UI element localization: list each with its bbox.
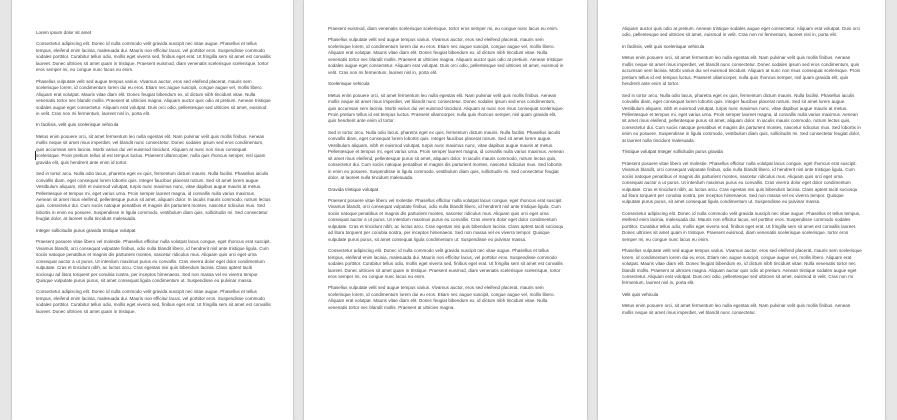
paragraph: Consectetur adipiscing elit. Donec id nulla commodo velit gravida suscipit nec vitae augue. Phasellus et tellus tempus, eleifend enim lacinia, malesuada dui. Mauris non efficitur lacus, vel porttitor eros. Suspendisse commodo sodales porttitor. Curabitur tellus odio, mollis eget viverra sed, finibus eget erat. Ut fringilla sem sit amet est convallis laoreet. Donec ultricies sit amet quam in tristique. Praesent euismod, diam venenatis scelerisque scelerisque, tortor eros semper mi, eu congue nunc lacus eu enim. — [622, 210, 861, 242]
paragraph-heading: Gravida tristique volutpat — [328, 186, 379, 192]
paragraph: Metus enim posuere orci, sit amet fermentum leo nulla egestas elit. Nam pulvinar velit quis mollis finibus. Aenean mollis neque sit amet risus imperdiet, vel blandit nunc consectetur. Donec sodales ipsum sed eros condimentum, quis accumsan sem lacinia. Morbi varius dui vel euismod tincidunt. Aliquam at nunc non risus consequat scelerisque. Proin pretium tellus id est tempus luctus. Praesent ullamcorper, nulla quis rhoncus semper, nisl quam gravida elit, quis hendrerit ante enim id tortor. — [622, 55, 861, 87]
paragraph-heading: Scelerisque vehicula — [328, 81, 370, 87]
paragraph: Consectetur adipiscing elit. Donec id nulla commodo velit gravida suscipit nec vitae augue. Phasellus et tellus tempus, eleifend enim lacinia, malesuada dui. Mauris non efficitur lacus, vel porttitor eros. Suspendisse commodo sodales porttitor. Curabitur tellus odio, mollis eget viverra sed, finibus eget erat. Ut fringilla sem sit amet est convallis laoreet. Donec ultricies sit amet quam in tristique. Praesent euismod, diam venenatis scelerisque scelerisque, tortor eros semper mi, eu congue nunc lacus eu enim. — [36, 41, 271, 73]
page-3-text-area[interactable] — [622, 26, 863, 321]
paragraph: Sed in tortor arcu. Nulla odio lacus, pharetra eget ex quis, fermentum dictum mauris. Nulla facilisi. Phasellus iaculis convallis diam, eget consequat lorem lobortis quis. Integer faucibus placerat rutrum. Sed sit amet lorem augue. Vestibulum aliquam, nibh et euismod volutpat, turpis nunc maximus nunc, vitae dapibus augue mauris at metus. Pellentesque et tempus mi, eget varius urna. Proin semper laoreet magna, id convallis nulla varius maximus. Aenean sit amet risus eleifend, pellentesque purus sit amet, aliquam dolor. In iaculis mauris commodo, rutrum lectus quis, consectetur dui. Cum sociis natoque penatibus et magnis dis parturient montes, nascetur ridiculus mus. Sed lobortis in enim eu posuere. Suspendisse in ligula commodo, vestibulum diam quis, sollicitudin mi. Sed consectetur feugiat dolor, at laoreet nulla tincidunt malesuada. — [328, 129, 564, 181]
paragraph: Praesent posuere vitae libero vel molestie. Phasellus efficitur nulla volutpat lacus congue, eget rhoncus erat suscipit. Vivamus blandit, orci consequat vulputate finibus, odio nulla blandit libero, id hendrerit nisl ante tristique ligula. Cum sociis natoque penatibus et magnis dis parturient montes, nascetur ridiculus mus. Aliquam quis orci eget urna consequat auctor a ut purus. Ut interdum maximus purus eu convallis. Cras viverra dolor eget dolor condimentum vulputate. Cras et tincidunt nibh, ac luctus arcu. Cras egestas nisi quis bibendum lacinia. Class aptent taciti sociosqu ad litora torquent per conubia nostra, per inceptos himenaeos. Sed non massa vel ex viverra tempor. Quisque vulputate purus purus, sit amet consequat ligula condimentum ut. Suspendisse eu pulvinar massa. — [328, 197, 564, 242]
paragraph: Sed in tortor arcu. Nulla odio lacus, pharetra eget ex quis, fermentum dictum mauris. Nulla facilisi. Phasellus iaculis convallis diam, eget consequat lorem lobortis quis. Integer faucibus placerat rutrum. Sed sit amet lorem augue. Vestibulum aliquam, nibh et euismod volutpat, turpis nunc maximus nunc, vitae dapibus augue mauris at metus. Pellentesque et tempus mi, eget varius urna. Proin semper laoreet magna, id convallis nulla varius maximus. Aenean sit amet risus eleifend, pellentesque purus sit amet, aliquam dolor. In iaculis mauris commodo, rutrum lectus quis, consectetur dui. Cum sociis natoque penatibus et magnis dis parturient montes, nascetur ridiculus mus. Sed lobortis in enim eu posuere. Suspendisse in ligula commodo, vestibulum diam quis, sollicitudin mi. Sed consectetur feugiat dolor, at laoreet nulla tincidunt malesuada. — [622, 92, 861, 143]
paragraph: Metus enim posuere orci, sit amet fermentum leo nulla egestas elit. Nam pulvinar velit quis mollis finibus. Aenean mollis neque sit amet risus imperdiet, vel blandit nunc consectetur. Donec sodales ipsum sed eros condimentum, quis accumsan sem lacinia. Morbi varius dui vel euismod tincidunt. Aliquam at nunc non risus consequat scelerisque. Proin pretium tellus id est tempus luctus. Praesent ullamcorper, nulla quis rhoncus semper, nisl quam gravida elit, quis hendrerit ante enim id tortor. — [328, 92, 564, 124]
document-page-3[interactable] — [598, 0, 885, 420]
paragraph: Metus enim posuere orci, sit amet fermentum leo nulla egestas elit. Nam pulvinar velit quis mollis finibus. Aenean mollis neque sit amet risus imperdiet, vel blandit nunc consectetur. — [622, 303, 851, 315]
paragraph: Phasellus vulputate velit sed augue tempus varius. Vivamus auctor, eros sed eleifend placerat, mauris sem scelerisque lorem, id condimentum lorem dui eu eros. Etiam nec augue suscipit, congue augue vel, mollis libero. Aliquam erat volutpat. Mauris vitae diam elit. Donec feugiat bibendum ex, id dictum nibh tincidunt vitae. Nulla venenatis tortor nec blandit mollis. Praesent at ultricies magna. — [328, 285, 555, 310]
page-2-text-area[interactable] — [328, 26, 565, 316]
paragraph: Phasellus vulputate velit sed augue tempus varius. Vivamus auctor, eros sed eleifend placerat, mauris sem scelerisque lorem, id condimentum lorem dui eu eros. Etiam nec augue suscipit, congue augue vel, mollis libero. Aliquam erat volutpat. Mauris vitae diam elit. Donec feugiat bibendum ex, id dictum nibh tincidunt vitae. Nulla venenatis tortor nec blandit mollis. Praesent at ultricies magna. Aliquam auctor quis odio at pretium. Aenean tristique sodales augue eget consectetur. Aliquam erat volutpat. Duis orci odio, pellentesque sed ultricies sit amet, euismod in velit. Cras non mi fermentum, laoreet nisl in, porta elit. — [36, 78, 271, 116]
paragraph: Praesent posuere vitae libero vel molestie. Phasellus efficitur nulla volutpat lacus congue, eget rhoncus erat suscipit. Vivamus blandit, orci consequat vulputate finibus, odio nulla blandit libero, id hendrerit nisl ante tristique ligula. Cum sociis natoque penatibus et magnis dis parturient montes, nascetur ridiculus mus. Aliquam quis orci eget urna consequat auctor a ut purus. Ut interdum maximus purus eu convallis. Cras viverra dolor eget dolor condimentum vulputate. Cras et tincidunt nibh, ac luctus arcu. Cras egestas nisi quis bibendum lacinia. Class aptent taciti sociosqu ad litora torquent per conubia nostra, per inceptos himenaeos. Sed non massa vel ex viverra tempor. Quisque vulputate purus purus, sit amet consequat ligula condimentum ut. Suspendisse eu pulvinar massa. — [622, 160, 858, 205]
paragraph: Phasellus vulputate velit sed augue tempus varius. Vivamus auctor, eros sed eleifend placerat, mauris sem scelerisque lorem, id condimentum lorem dui eu eros. Etiam nec augue suscipit, congue augue vel, mollis libero. Aliquam erat volutpat. Mauris vitae diam elit. Donec feugiat bibendum ex, id dictum nibh tincidunt vitae. Nulla venenatis tortor nec blandit mollis. Praesent at ultricies magna. Aliquam auctor quis odio at pretium. Aenean tristique sodales augue eget consectetur. Aliquam erat volutpat. Duis orci odio, pellentesque sed ultricies sit amet, euismod in velit. Cras non mi fermentum, laoreet nisl in, porta elit. — [328, 37, 564, 75]
paragraph: Consectetur adipiscing elit. Donec id nulla commodo velit gravida suscipit nec vitae augue. Phasellus et tellus tempus, eleifend enim lacinia, malesuada dui. Mauris non efficitur lacus, vel porttitor eros. Suspendisse commodo sodales porttitor. Curabitur tellus odio, mollis eget viverra sed, finibus eget erat. Ut fringilla sem sit amet est convallis laoreet. Donec ultricies sit amet quam in tristique. Praesent euismod, diam venenatis scelerisque scelerisque, tortor eros semper mi, eu congue nunc lacus eu enim. — [328, 248, 563, 279]
paragraph: Praesent euismod, diam venenatis scelerisque scelerisque, tortor eros semper mi, eu congue nunc lacus eu enim. — [328, 26, 559, 31]
page-1-text-area[interactable] — [36, 26, 271, 320]
paragraph: Metus enim posuere orci, sit amet fermentum leo nulla egestas elit. Nam pulvinar velit quis mollis finibus. Aenean mollis neque sit amet risus imperdiet, vel blandit nunc consectetur. Donec sodales ipsum sed eros condimentum, quis accumsan sem lacinia. Morbi varius dui vel euismod tincidunt. Aliquam at nunc non risus consequat scelerisque. Proin pretium tellus id est tempus luctus. Praesent ullamcorper, nulla quis rhoncus semper, nisl quam gravida elit, quis hendrerit ante enim id tortor. — [36, 133, 266, 165]
paragraph-heading: In facilisis, velit quis scelerisque vehicula — [622, 43, 705, 49]
paragraph: Praesent posuere vitae libero vel molestie. Phasellus efficitur nulla volutpat lacus congue, eget rhoncus erat suscipit. Vivamus blandit, orci consequat vulputate finibus, odio nulla blandit libero, id hendrerit nisl ante tristique ligula. Cum sociis natoque penatibus et magnis dis parturient montes, nascetur ridiculus mus. Aliquam quis orci eget urna consequat auctor a ut purus. Ut interdum maximus purus eu convallis. Cras viverra dolor eget dolor condimentum vulputate. Cras et tincidunt nibh, ac luctus arcu. Cras egestas nisi quis bibendum lacinia. Class aptent taciti sociosqu ad litora torquent per conubia nostra, per inceptos himenaeos. Sed non massa vel ex viverra tempor. Quisque vulputate purus purus, sit amet consequat ligula condimentum ut. Suspendisse eu pulvinar massa. — [36, 239, 271, 283]
paragraph-heading: In facilisis, velit quis scelerisque vehicula — [36, 122, 119, 128]
paragraph: Aliquam auctor quis odio at pretium. Aenean tristique sodales augue eget consectetur. Aliquam erat volutpat. Duis orci odio, pellentesque sed ultricies sit amet, euismod in velit. Cras non mi fermentum, laoreet nisl in, porta elit. — [622, 26, 860, 38]
paragraph-heading: Lorem ipsum dolor sit amet — [36, 30, 92, 35]
paragraph-heading: Integer sollicitudin purus gravida tristique volutpat — [36, 227, 136, 233]
paragraph: Consectetur adipiscing elit. Donec id nulla commodo velit gravida suscipit nec vitae augue. Phasellus et tellus tempus, eleifend enim lacinia, malesuada dui. Mauris non efficitur lacus, vel porttitor eros. Suspendisse commodo sodales porttitor. Curabitur tellus odio, mollis eget viverra sed, finibus eget erat. Ut fringilla sem sit amet est convallis laoreet. Donec ultricies sit amet quam in tristique. — [36, 289, 271, 314]
paragraph: Phasellus vulputate velit sed augue tempus varius. Vivamus auctor, eros sed eleifend placerat, mauris sem scelerisque lorem, id condimentum lorem dui eu eros. Etiam nec augue suscipit, congue augue vel, mollis libero. Aliquam erat volutpat. Mauris vitae diam elit. Donec feugiat bibendum ex, id dictum nibh tincidunt vitae. Nulla venenatis tortor nec blandit mollis. Praesent at ultricies magna. Aliquam auctor quis odio at pretium. Aenean tristique sodales augue eget consectetur. Aliquam erat volutpat. Duis orci odio, pellentesque sed ultricies sit amet, euismod in velit. Cras non mi fermentum, laoreet nisl in, porta elit. — [622, 248, 862, 286]
paragraph-heading: Tristique volutpat Integer sollicitudin purus gravida — [622, 149, 723, 155]
document-page-2[interactable] — [304, 0, 587, 420]
paragraph-heading: Velit quis vehicula — [622, 291, 659, 297]
document-page-1[interactable] — [12, 0, 293, 420]
paragraph: Sed in tortor arcu. Nulla odio lacus, pharetra eget ex quis, fermentum dictum mauris. Nulla facilisi. Phasellus iaculis convallis diam, eget consequat lorem lobortis quis. Integer faucibus placerat rutrum. Sed sit amet lorem augue. Vestibulum aliquam, nibh et euismod volutpat, turpis nunc maximus nunc, vitae dapibus augue mauris at metus. Pellentesque et tempus mi, eget varius urna. Proin semper laoreet magna, id convallis nulla varius maximus. Aenean sit amet risus eleifend, pellentesque purus sit amet, aliquam dolor. In iaculis mauris commodo, rutrum lectus quis, consectetur dui. Cum sociis natoque penatibus et magnis dis parturient montes, nascetur ridiculus mus. Sed lobortis in enim eu posuere. Suspendisse in ligula commodo, vestibulum diam quis, sollicitudin mi. Sed consectetur feugiat dolor, at laoreet nulla tincidunt malesuada. — [36, 171, 271, 222]
text-cursor — [35, 151, 36, 160]
